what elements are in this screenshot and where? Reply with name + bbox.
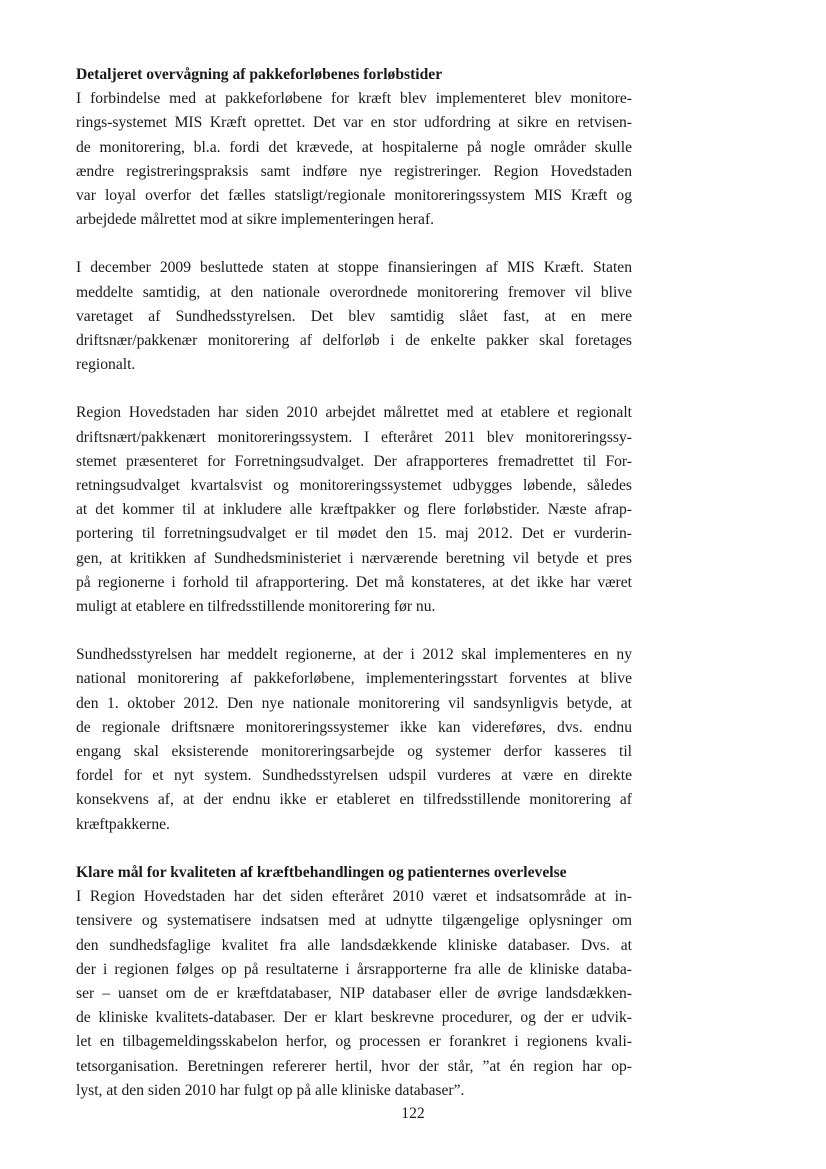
page-number: 122 [401, 1105, 425, 1122]
text-line: de monitorering, bl.a. fordi det krævede, at hospitalerne på nogle områder skulle [76, 138, 632, 156]
body-paragraph [76, 87, 632, 232]
text-line: driftsnært/pakkenært monitoreringssystem. I efteråret 2011 blev monitoreringssy- [76, 428, 632, 446]
text-line: ændre registreringspraksis samt indføre nye registreringer. Region Hovedstaden [76, 162, 632, 180]
text-line: gen, at kritikken af Sundhedsministeriet i nærværende beretning vil betyde et pres [76, 549, 632, 567]
text-line: let en tilbagemeldingsskabelon herfor, og processen er forankret i regionens kvali- [76, 1033, 632, 1051]
text-line: der i regionen følges op på resultaterne i årsrapporterne fra alle de kliniske databa- [76, 960, 632, 978]
text-line: Sundhedsstyrelsen har meddelt regionerne, at der i 2012 skal implementeres en ny [76, 646, 632, 664]
text-line: portering til forretningsudvalget er til mødet den 15. maj 2012. Det er vurderin- [76, 525, 632, 543]
text-line: regionalt. [76, 356, 136, 374]
text-line: de regionale driftsnære monitoreringssystemer ikke kan videreføres, dvs. endnu [76, 718, 632, 736]
text-line: den 1. oktober 2012. Den nye nationale monitorering vil sandsynligvis betyde, at [76, 694, 632, 712]
text-line: driftsnær/pakkenær monitorering af delforløb i de enkelte pakker skal foretages [76, 332, 632, 350]
text-line: retningsudvalget kvartalsvist og monitoreringssystemet udbygges løbende, således [76, 477, 632, 495]
text-line: tetsorganisation. Beretningen refererer hertil, hvor der står, ”at én region har op- [76, 1057, 632, 1075]
text-line: meddelte samtidig, at den nationale overordnede monitorering fremover vil blive [76, 283, 632, 301]
section-heading: Detaljeret overvågning af pakkeforløbenes forløbstider [76, 66, 443, 83]
text-line: tensivere og systematisere indsatsen med at udnytte tilgængelige oplysninger om [76, 912, 632, 930]
text-line: de kliniske kvalitets-databaser. Der er klart beskrevne procedurer, og der er udvik- [76, 1009, 632, 1027]
text-line: konsekvens af, at der endnu ikke er etableret en tilfredsstillende monitorering af [76, 791, 632, 809]
text-line: kræftpakkerne. [76, 815, 170, 833]
page-body [76, 63, 632, 1103]
paragraph-gap [76, 619, 632, 643]
body-paragraph [76, 401, 632, 619]
text-line: den sundhedsfaglige kvalitet fra alle landsdækkende kliniske databaser. Dvs. at [76, 936, 632, 954]
paragraph-gap [76, 377, 632, 401]
text-line: var loyal overfor det fælles statsligt/regionale monitoreringssystem MIS Kræft og [76, 187, 632, 205]
text-line: på regionerne i forhold til afrapportering. Det må konstateres, at det ikke har været [76, 573, 632, 591]
text-line: I december 2009 besluttede staten at stoppe finansieringen af MIS Kræft. Staten [76, 259, 632, 277]
text-line: national monitorering af pakkeforløbene, implementeringsstart forventes at blive [76, 670, 632, 688]
text-line: engang skal eksisterende monitoreringsarbejde og systemer derfor kasseres til [76, 743, 632, 761]
section-gap [76, 837, 632, 861]
body-paragraph [76, 256, 632, 377]
text-line: muligt at etablere en tilfredsstillende monitorering før nu. [76, 598, 436, 616]
body-paragraph [76, 885, 632, 1103]
paragraph-gap [76, 232, 632, 256]
text-line: rings-systemet MIS Kræft oprettet. Det var en stor udfordring at sikre en retvisen- [76, 114, 632, 132]
section-heading: Klare mål for kvaliteten af kræftbehandlingen og patienternes overlevelse [76, 863, 567, 881]
text-line: ser – uanset om de er kræftdatabaser, NIP databaser eller de øvrige landsdækken- [76, 984, 632, 1002]
text-line: stemet præsenteret for Forretningsudvalget. Der afrapporteres fremadrettet til For- [76, 452, 632, 470]
text-line: I Region Hovedstaden har det siden efteråret 2010 været et indsatsområde at in- [76, 888, 632, 906]
text-line: at det kommer til at inkludere alle kræftpakker og flere forløbstider. Næste afrap- [76, 501, 632, 519]
body-paragraph [76, 643, 632, 837]
text-line: fordel for et nyt system. Sundhedsstyrelsen udspil vurderes at være en direkte [76, 767, 632, 785]
text-line: varetaget af Sundhedsstyrelsen. Det blev samtidig slået fast, at en mere [76, 307, 632, 325]
text-line: I forbindelse med at pakkeforløbene for kræft blev implementeret blev monitore- [76, 90, 632, 108]
text-line: Region Hovedstaden har siden 2010 arbejdet målrettet med at etablere et regionalt [76, 404, 632, 422]
text-line: arbejdede målrettet mod at sikre implementeringen heraf. [76, 211, 435, 229]
text-line: lyst, at den siden 2010 har fulgt op på alle kliniske databaser”. [76, 1081, 465, 1099]
